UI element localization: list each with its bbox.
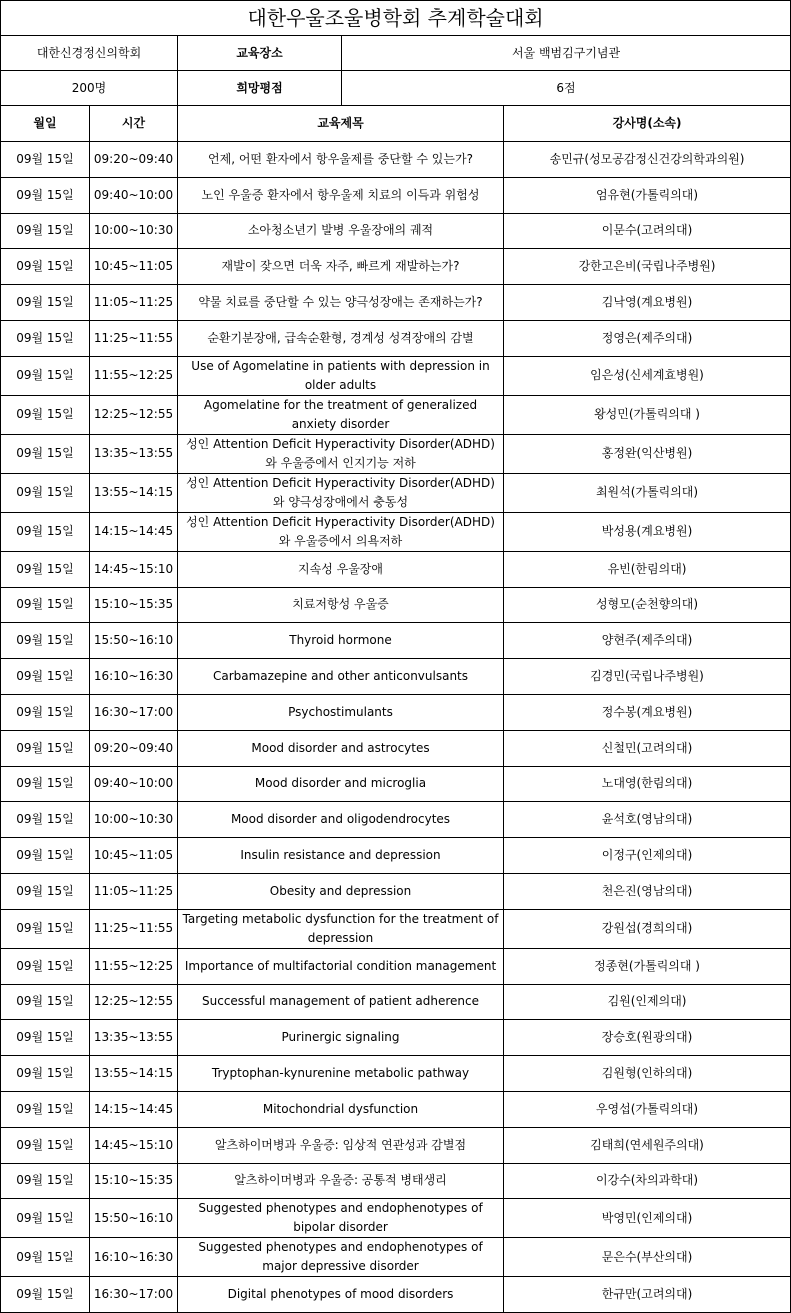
cell-lecturer: 이문수(고려의대) xyxy=(504,213,791,249)
table-row xyxy=(1,551,791,587)
cell-lecturer: 신철민(고려의대) xyxy=(504,730,791,766)
cell-lecturer: 정종현(가톨릭의대 ) xyxy=(504,948,791,984)
table-row xyxy=(1,142,791,178)
header-lecturer: 강사명(소속) xyxy=(504,106,791,142)
cell-topic: Thyroid hormone xyxy=(178,623,504,659)
cell-time: 11:25~11:55 xyxy=(90,909,178,948)
capacity-value: 200명 xyxy=(1,71,178,106)
cell-time: 11:55~12:25 xyxy=(90,948,178,984)
cell-time: 09:20~09:40 xyxy=(90,142,178,178)
cell-date: 09월 15일 xyxy=(1,1056,90,1092)
header-topic: 교육제목 xyxy=(178,106,504,142)
cell-lecturer: 김태희(연세원주의대) xyxy=(504,1127,791,1163)
header-row xyxy=(1,106,791,142)
cell-topic: Mood disorder and astrocytes xyxy=(178,730,504,766)
cell-topic: 성인 Attention Deficit Hyperactivity Disorder(ADHD)와 우울증에서 의욕저하 xyxy=(178,512,504,551)
cell-lecturer: 우영섭(가톨릭의대) xyxy=(504,1091,791,1127)
table-row xyxy=(1,177,791,213)
cell-topic: Obesity and depression xyxy=(178,873,504,909)
table-row xyxy=(1,473,791,512)
cell-time: 10:45~11:05 xyxy=(90,249,178,285)
info-row-venue xyxy=(1,36,791,71)
cell-time: 16:30~17:00 xyxy=(90,1277,178,1313)
cell-topic: 성인 Attention Deficit Hyperactivity Disorder(ADHD)와 양극성장애에서 충동성 xyxy=(178,473,504,512)
cell-date: 09월 15일 xyxy=(1,142,90,178)
cell-time: 09:40~10:00 xyxy=(90,766,178,802)
cell-time: 10:00~10:30 xyxy=(90,213,178,249)
cell-lecturer: 송민규(성모공감정신건강의학과의원) xyxy=(504,142,791,178)
cell-topic: Carbamazepine and other anticonvulsants xyxy=(178,659,504,695)
cell-date: 09월 15일 xyxy=(1,587,90,623)
cell-date: 09월 15일 xyxy=(1,213,90,249)
points-label: 희망평점 xyxy=(178,71,342,106)
cell-topic: 노인 우울증 환자에서 항우울제 치료의 이득과 위험성 xyxy=(178,177,504,213)
cell-date: 09월 15일 xyxy=(1,1199,90,1238)
cell-topic: 지속성 우울장애 xyxy=(178,551,504,587)
cell-lecturer: 윤석호(영남의대) xyxy=(504,802,791,838)
cell-date: 09월 15일 xyxy=(1,285,90,321)
cell-time: 09:40~10:00 xyxy=(90,177,178,213)
points-value: 6점 xyxy=(342,71,791,106)
venue-value: 서울 백범김구기념관 xyxy=(342,36,791,71)
cell-time: 09:20~09:40 xyxy=(90,730,178,766)
cell-date: 09월 15일 xyxy=(1,730,90,766)
cell-date: 09월 15일 xyxy=(1,512,90,551)
cell-lecturer: 박성용(계요병원) xyxy=(504,512,791,551)
header-date: 월일 xyxy=(1,106,90,142)
cell-lecturer: 문은수(부산의대) xyxy=(504,1238,791,1277)
cell-date: 09월 15일 xyxy=(1,249,90,285)
cell-time: 13:35~13:55 xyxy=(90,434,178,473)
cell-topic: Targeting metabolic dysfunction for the treatment of depression xyxy=(178,909,504,948)
table-row xyxy=(1,766,791,802)
cell-lecturer: 유빈(한림의대) xyxy=(504,551,791,587)
cell-time: 14:15~14:45 xyxy=(90,1091,178,1127)
cell-topic: Agomelatine for the treatment of generalized anxiety disorder xyxy=(178,395,504,434)
cell-topic: Importance of multifactorial condition management xyxy=(178,948,504,984)
cell-time: 16:10~16:30 xyxy=(90,659,178,695)
cell-date: 09월 15일 xyxy=(1,320,90,356)
table-row xyxy=(1,285,791,321)
cell-time: 12:25~12:55 xyxy=(90,984,178,1020)
cell-lecturer: 강한고은비(국립나주병원) xyxy=(504,249,791,285)
table-row xyxy=(1,512,791,551)
table-row xyxy=(1,838,791,874)
table-row xyxy=(1,623,791,659)
table-row xyxy=(1,730,791,766)
cell-lecturer: 성형모(순천향의대) xyxy=(504,587,791,623)
table-row xyxy=(1,1238,791,1277)
cell-time: 16:30~17:00 xyxy=(90,694,178,730)
cell-topic: Suggested phenotypes and endophenotypes of major depressive disorder xyxy=(178,1238,504,1277)
cell-time: 15:10~15:35 xyxy=(90,1163,178,1199)
page-title: 대한우울조울병학회 추계학술대회 xyxy=(1,1,791,36)
cell-lecturer: 장승호(원광의대) xyxy=(504,1020,791,1056)
cell-topic: 치료저항성 우울증 xyxy=(178,587,504,623)
organizer-value: 대한신경정신의학회 xyxy=(1,36,178,71)
cell-time: 14:15~14:45 xyxy=(90,512,178,551)
cell-time: 15:50~16:10 xyxy=(90,623,178,659)
cell-date: 09월 15일 xyxy=(1,909,90,948)
cell-lecturer: 노대영(한림의대) xyxy=(504,766,791,802)
cell-lecturer: 이정구(인제의대) xyxy=(504,838,791,874)
cell-topic: 알츠하이머병과 우울증: 공통적 병태생리 xyxy=(178,1163,504,1199)
table-row xyxy=(1,659,791,695)
cell-time: 15:50~16:10 xyxy=(90,1199,178,1238)
cell-time: 12:25~12:55 xyxy=(90,395,178,434)
cell-topic: Mitochondrial dysfunction xyxy=(178,1091,504,1127)
cell-time: 10:45~11:05 xyxy=(90,838,178,874)
cell-topic: Successful management of patient adherence xyxy=(178,984,504,1020)
cell-lecturer: 엄유현(가톨릭의대) xyxy=(504,177,791,213)
cell-topic: Use of Agomelatine in patients with depression in older adults xyxy=(178,356,504,395)
cell-date: 09월 15일 xyxy=(1,802,90,838)
cell-lecturer: 김낙영(계요병원) xyxy=(504,285,791,321)
cell-topic: 언제, 어떤 환자에서 항우울제를 중단할 수 있는가? xyxy=(178,142,504,178)
cell-topic: Purinergic signaling xyxy=(178,1020,504,1056)
cell-time: 14:45~15:10 xyxy=(90,551,178,587)
table-row xyxy=(1,1199,791,1238)
cell-lecturer: 박영민(인제의대) xyxy=(504,1199,791,1238)
cell-time: 13:35~13:55 xyxy=(90,1020,178,1056)
cell-date: 09월 15일 xyxy=(1,659,90,695)
table-row xyxy=(1,320,791,356)
cell-date: 09월 15일 xyxy=(1,434,90,473)
cell-topic: 약물 치료를 중단할 수 있는 양극성장애는 존재하는가? xyxy=(178,285,504,321)
cell-time: 11:25~11:55 xyxy=(90,320,178,356)
cell-date: 09월 15일 xyxy=(1,873,90,909)
cell-time: 10:00~10:30 xyxy=(90,802,178,838)
cell-lecturer: 정영은(제주의대) xyxy=(504,320,791,356)
cell-lecturer: 김원형(인하의대) xyxy=(504,1056,791,1092)
table-row xyxy=(1,434,791,473)
table-row xyxy=(1,1277,791,1313)
cell-date: 09월 15일 xyxy=(1,1163,90,1199)
cell-time: 11:05~11:25 xyxy=(90,873,178,909)
table-row xyxy=(1,909,791,948)
cell-date: 09월 15일 xyxy=(1,395,90,434)
cell-lecturer: 김경민(국립나주병원) xyxy=(504,659,791,695)
cell-time: 16:10~16:30 xyxy=(90,1238,178,1277)
cell-topic: Mood disorder and microglia xyxy=(178,766,504,802)
cell-lecturer: 정수봉(계요병원) xyxy=(504,694,791,730)
cell-lecturer: 양현주(제주의대) xyxy=(504,623,791,659)
cell-date: 09월 15일 xyxy=(1,1127,90,1163)
table-row xyxy=(1,1020,791,1056)
table-row xyxy=(1,694,791,730)
cell-topic: 성인 Attention Deficit Hyperactivity Disorder(ADHD)와 우울증에서 인지기능 저하 xyxy=(178,434,504,473)
table-row xyxy=(1,1163,791,1199)
table-row xyxy=(1,249,791,285)
cell-lecturer: 최원석(가톨릭의대) xyxy=(504,473,791,512)
cell-date: 09월 15일 xyxy=(1,838,90,874)
cell-topic: Insulin resistance and depression xyxy=(178,838,504,874)
cell-date: 09월 15일 xyxy=(1,356,90,395)
cell-topic: 소아청소년기 발병 우울장애의 궤적 xyxy=(178,213,504,249)
table-row xyxy=(1,1091,791,1127)
cell-time: 13:55~14:15 xyxy=(90,473,178,512)
cell-topic: Psychostimulants xyxy=(178,694,504,730)
cell-date: 09월 15일 xyxy=(1,1091,90,1127)
table-row xyxy=(1,1127,791,1163)
cell-time: 15:10~15:35 xyxy=(90,587,178,623)
cell-lecturer: 강원섭(경희의대) xyxy=(504,909,791,948)
cell-lecturer: 천은진(영남의대) xyxy=(504,873,791,909)
cell-date: 09월 15일 xyxy=(1,766,90,802)
table-row xyxy=(1,873,791,909)
cell-date: 09월 15일 xyxy=(1,551,90,587)
cell-topic: 순환기분장애, 급속순환형, 경계성 성격장애의 감별 xyxy=(178,320,504,356)
cell-time: 14:45~15:10 xyxy=(90,1127,178,1163)
cell-topic: Digital phenotypes of mood disorders xyxy=(178,1277,504,1313)
cell-lecturer: 한규만(고려의대) xyxy=(504,1277,791,1313)
cell-topic: Mood disorder and oligodendrocytes xyxy=(178,802,504,838)
cell-date: 09월 15일 xyxy=(1,177,90,213)
table-row xyxy=(1,356,791,395)
cell-time: 11:55~12:25 xyxy=(90,356,178,395)
table-row xyxy=(1,587,791,623)
cell-lecturer: 김원(인제의대) xyxy=(504,984,791,1020)
cell-date: 09월 15일 xyxy=(1,1238,90,1277)
info-row-points xyxy=(1,71,791,106)
cell-date: 09월 15일 xyxy=(1,948,90,984)
cell-date: 09월 15일 xyxy=(1,1020,90,1056)
cell-time: 11:05~11:25 xyxy=(90,285,178,321)
cell-topic: 재발이 잦으면 더욱 자주, 빠르게 재발하는가? xyxy=(178,249,504,285)
cell-date: 09월 15일 xyxy=(1,473,90,512)
table-row xyxy=(1,213,791,249)
cell-topic: 알츠하이머병과 우울증: 임상적 연관성과 감별점 xyxy=(178,1127,504,1163)
cell-lecturer: 임은성(신세계효병원) xyxy=(504,356,791,395)
cell-date: 09월 15일 xyxy=(1,984,90,1020)
cell-lecturer: 왕성민(가톨릭의대 ) xyxy=(504,395,791,434)
cell-date: 09월 15일 xyxy=(1,694,90,730)
cell-time: 13:55~14:15 xyxy=(90,1056,178,1092)
table-row xyxy=(1,1056,791,1092)
table-row xyxy=(1,395,791,434)
cell-lecturer: 홍정완(익산병원) xyxy=(504,434,791,473)
header-time: 시간 xyxy=(90,106,178,142)
table-row xyxy=(1,802,791,838)
venue-label: 교육장소 xyxy=(178,36,342,71)
table-row xyxy=(1,948,791,984)
cell-topic: Tryptophan-kynurenine metabolic pathway xyxy=(178,1056,504,1092)
cell-date: 09월 15일 xyxy=(1,1277,90,1313)
cell-topic: Suggested phenotypes and endophenotypes of bipolar disorder xyxy=(178,1199,504,1238)
table-row xyxy=(1,984,791,1020)
cell-date: 09월 15일 xyxy=(1,623,90,659)
cell-lecturer: 이강수(차의과학대) xyxy=(504,1163,791,1199)
title-row xyxy=(1,1,791,36)
